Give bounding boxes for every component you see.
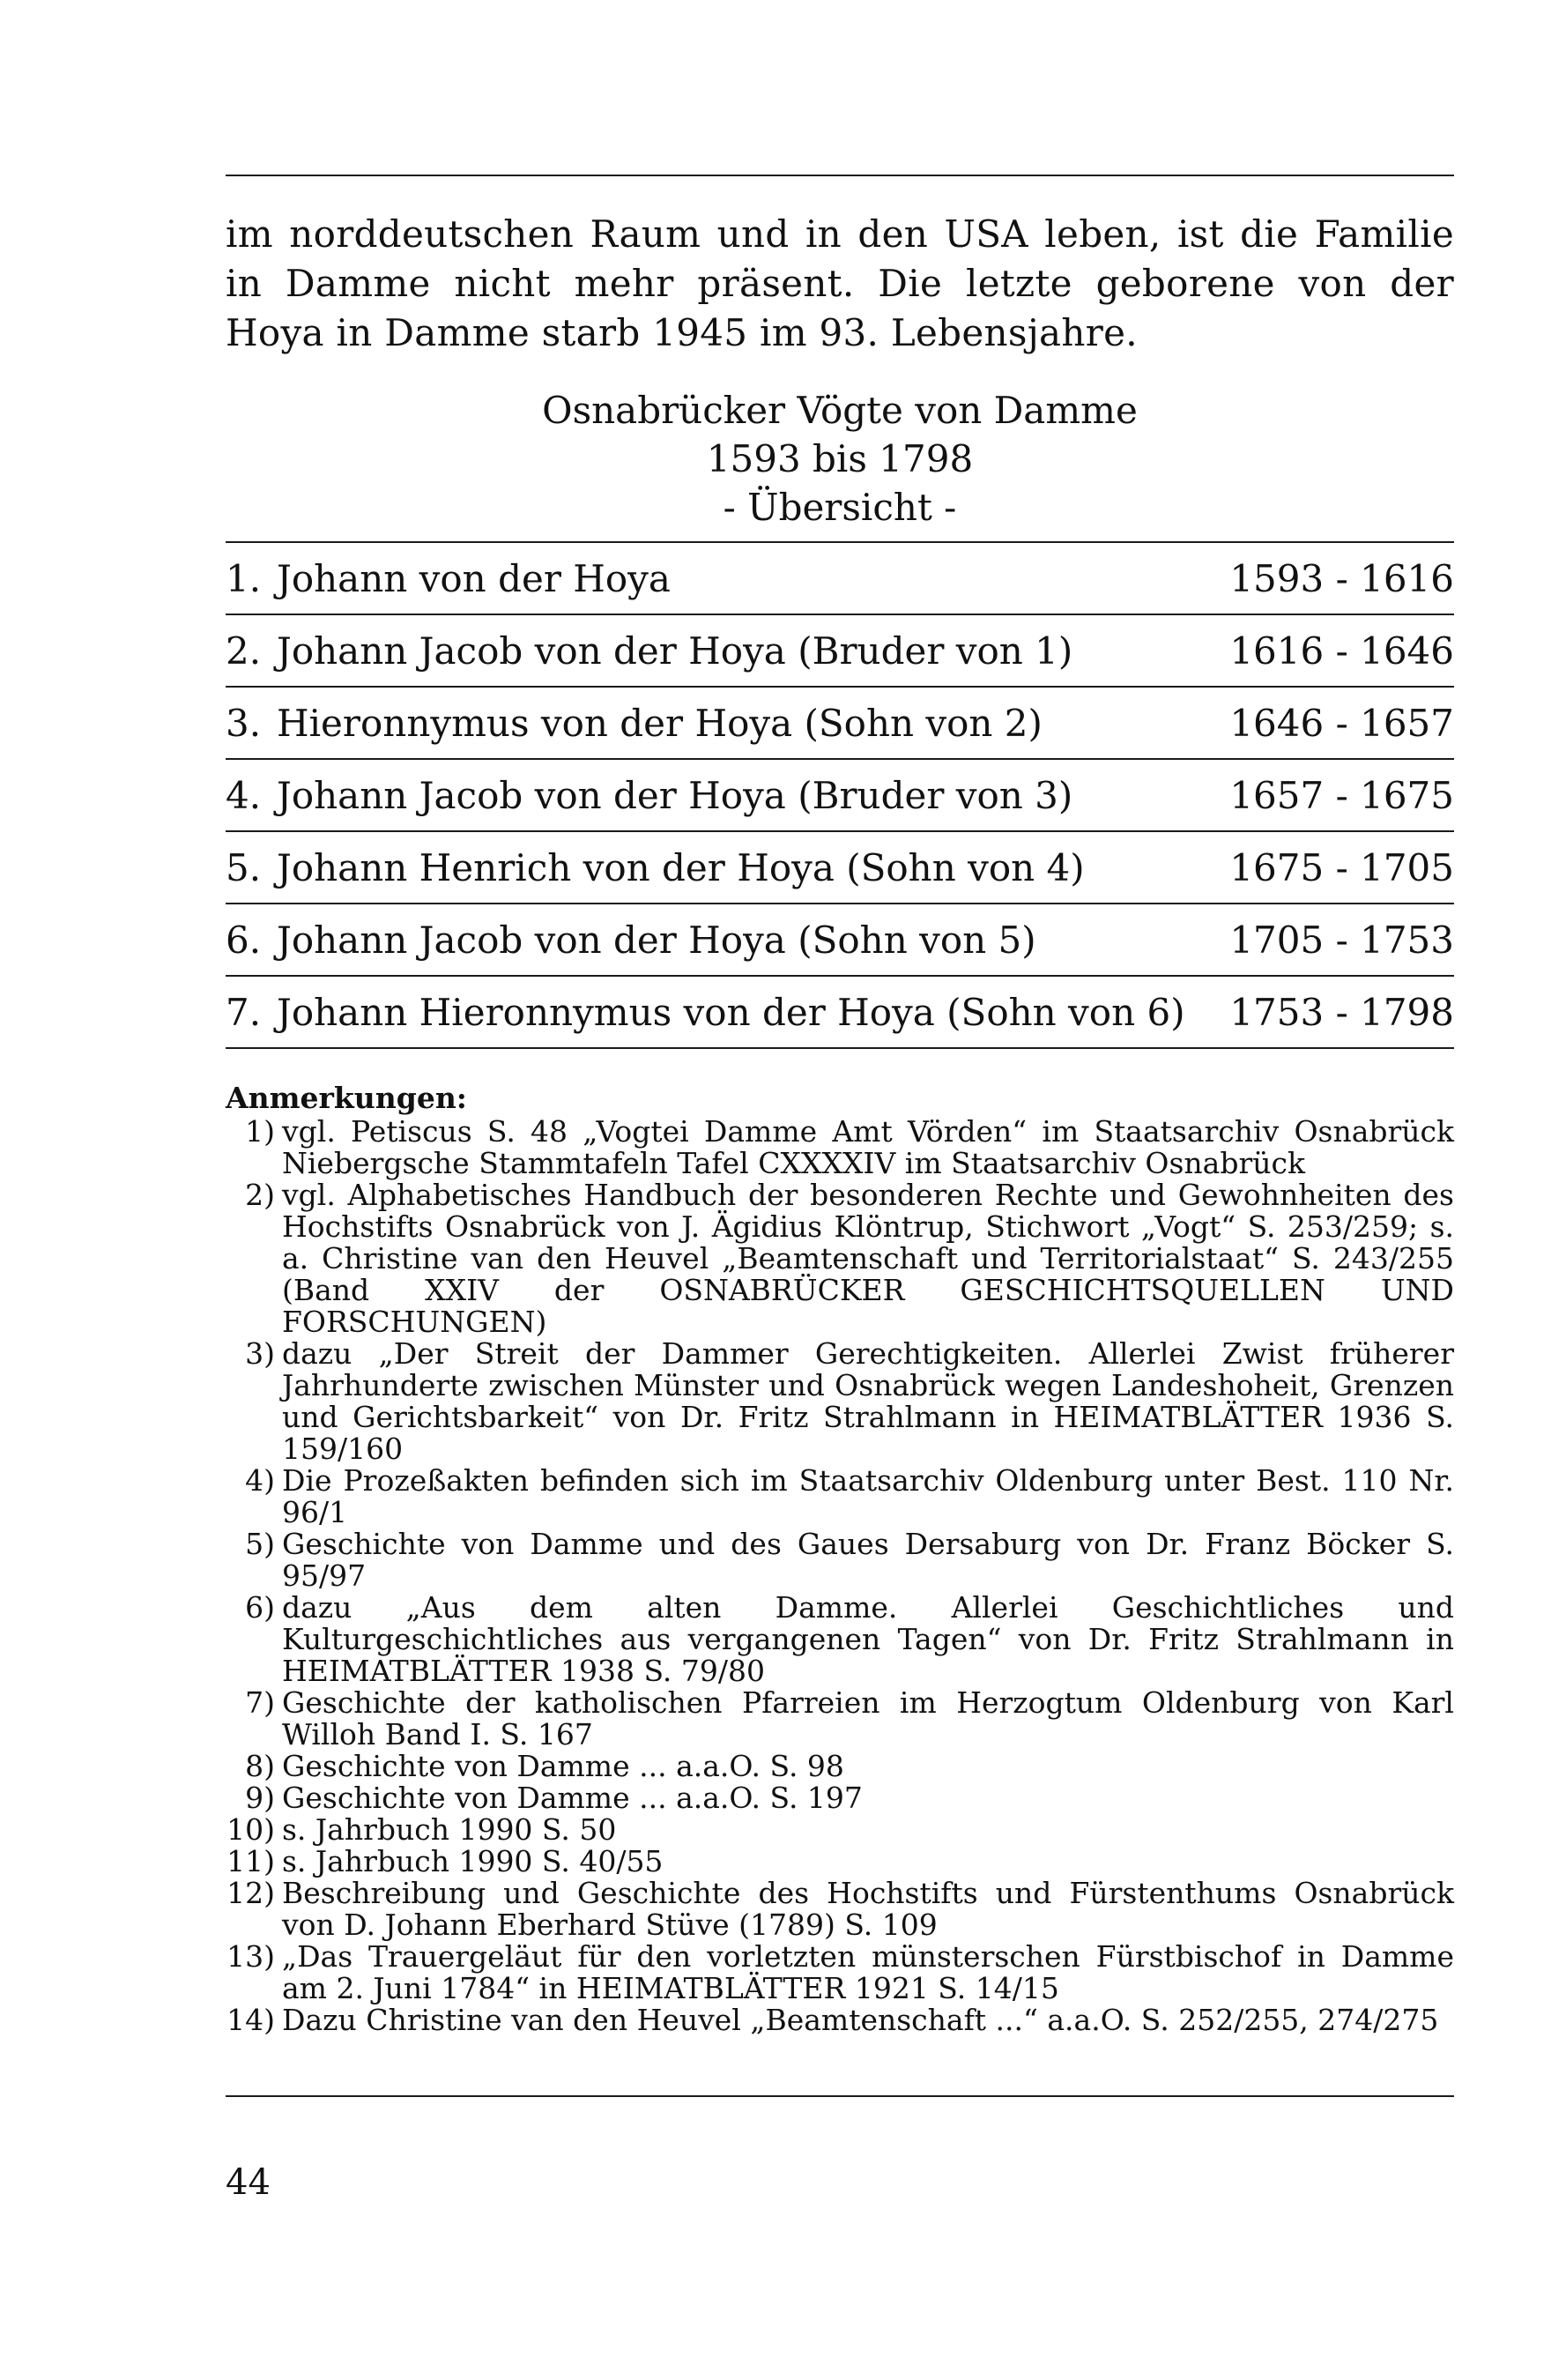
footnote [226,2004,1454,2036]
footnote-text: vgl. Petiscus S. 48 „Vogtei Damme Amt Vörden“ im Staatsarchiv Osnabrück Niebergsche Stammtafeln Tafel CXXXXIV im Staatsarchiv Osnabrück [282,1114,1454,1180]
intro-text: im norddeutschen Raum und in den USA leben, ist die Familie in Damme nicht mehr präsent. Die letzte geborene von der Hoya in Damme starb 1945 im 93. Lebensjahre. [226,212,1454,354]
notes-heading: Anmerkungen: [226,1081,467,1115]
bottom-rule [226,2095,1454,2097]
footnote-number: 9) [245,1781,275,1815]
table-row [226,614,1454,687]
footnote [226,1814,1454,1846]
table-row [226,831,1454,904]
title-line-3: - Übersicht - [723,486,957,529]
footnote [226,1687,1454,1751]
footnote-text: Dazu Christine van den Heuvel „Beamtenschaft ...“ a.a.O. S. 252/255, 274/275 [282,2003,1439,2037]
footnote [226,1592,1454,1687]
footnote-text: Geschichte von Damme ... a.a.O. S. 98 [282,1749,844,1783]
footnotes [226,1082,1454,2036]
footnote-text: s. Jahrbuch 1990 S. 50 [282,1812,617,1847]
row-number: 5. [226,831,277,904]
footnote [226,1179,1454,1338]
row-name: Johann von der Hoya [277,542,1225,614]
row-name: Johann Henrich von der Hoya (Sohn von 4) [277,831,1225,904]
title-line-1: Osnabrücker Vögte von Damme [542,389,1138,432]
footnote [226,1751,1454,1782]
footnote-text: „Das Trauergeläut für den vorletzten münsterschen Fürstbischof in Damme am 2. Juni 1784“ in HEIMATBLÄTTER 1921 S. 14/15 [282,1939,1454,2005]
table-title [226,386,1454,532]
footnote-number: 13) [226,1939,275,1974]
row-name: Johann Jacob von der Hoya (Sohn von 5) [277,904,1225,976]
footnote-number: 2) [245,1178,275,1212]
footnote-text: Geschichte von Damme ... a.a.O. S. 197 [282,1781,863,1815]
footnote-number: 6) [245,1590,275,1625]
row-years: 1705 - 1753 [1225,904,1454,976]
footnote-number: 10) [226,1812,275,1847]
row-years: 1616 - 1646 [1225,614,1454,687]
row-name: Hieronnymus von der Hoya (Sohn von 2) [277,687,1225,759]
intro-paragraph [226,210,1454,358]
footnote-text: vgl. Alphabetisches Handbuch der besonderen Rechte und Gewohnheiten des Hochstifts Osnabrück von J. Ägidius Klöntrup, Stichwort „Vogt“ S. 253/259; s. a. Christine van den Heuvel „Beamtenschaft und Territorialstaat“ S. 243/255 (Band XXIV der OSNABRÜCKER GESCHICHTSQUELLEN UND FORSCHUNGEN) [282,1178,1454,1339]
footnote [226,1782,1454,1814]
row-number: 3. [226,687,277,759]
title-line-2: 1593 bis 1798 [706,437,974,480]
table-row [226,759,1454,831]
row-years: 1657 - 1675 [1225,759,1454,831]
table-row [226,687,1454,759]
row-number: 7. [226,976,277,1048]
footnote-number: 8) [245,1749,275,1783]
row-number: 2. [226,614,277,687]
footnote-text: Geschichte von Damme und des Gaues Dersaburg von Dr. Franz Böcker S. 95/97 [282,1527,1454,1593]
footnote-text: dazu „Aus dem alten Damme. Allerlei Geschichtliches und Kulturgeschichtliches aus vergangenen Tagen“ von Dr. Fritz Strahlmann in HEIMATBLÄTTER 1938 S. 79/80 [282,1590,1454,1688]
row-number: 1. [226,542,277,614]
footnote [226,1846,1454,1878]
table-row [226,904,1454,976]
table-row [226,976,1454,1048]
footnote-number: 3) [245,1336,275,1371]
row-name: Johann Jacob von der Hoya (Bruder von 3) [277,759,1225,831]
footnote-number: 12) [226,1876,275,1910]
table-row [226,542,1454,614]
row-name: Johann Jacob von der Hoya (Bruder von 1) [277,614,1225,687]
footnote [226,1878,1454,1941]
footnote [226,1465,1454,1528]
footnote-text: Die Prozeßakten befinden sich im Staatsarchiv Oldenburg unter Best. 110 Nr. 96/1 [282,1463,1454,1529]
footnote [226,1941,1454,2004]
row-years: 1753 - 1798 [1225,976,1454,1048]
row-name: Johann Hieronnymus von der Hoya (Sohn von 6) [277,976,1225,1048]
page-number: 44 [226,2162,271,2203]
footnote [226,1338,1454,1465]
footnote-number: 4) [245,1463,275,1498]
row-years: 1675 - 1705 [1225,831,1454,904]
footnote-text: Geschichte der katholischen Pfarreien im Herzogtum Oldenburg von Karl Willoh Band I. S. 167 [282,1685,1454,1752]
row-number: 4. [226,759,277,831]
footnote-number: 7) [245,1685,275,1720]
footnote-text: Beschreibung und Geschichte des Hochstifts und Fürstenthums Osnabrück von D. Johann Eberhard Stüve (1789) S. 109 [282,1876,1454,1942]
vogt-table [226,541,1454,1049]
row-years: 1593 - 1616 [1225,542,1454,614]
row-number: 6. [226,904,277,976]
footnote [226,1528,1454,1592]
footnote-number: 14) [226,2003,275,2037]
footnote-text: dazu „Der Streit der Dammer Gerechtigkeiten. Allerlei Zwist früherer Jahrhunderte zwischen Münster und Osnabrück wegen Landeshoheit, Grenzen und Gerichtsbarkeit“ von Dr. Fritz Strahlmann in HEIMATBLÄTTER 1936 S. 159/160 [282,1336,1454,1466]
top-rule [226,175,1454,176]
footnote-number: 5) [245,1527,275,1561]
footnote-text: s. Jahrbuch 1990 S. 40/55 [282,1844,664,1878]
footnote-number: 1) [245,1114,275,1149]
footnote [226,1116,1454,1179]
footnote-number: 11) [226,1844,275,1878]
row-years: 1646 - 1657 [1225,687,1454,759]
